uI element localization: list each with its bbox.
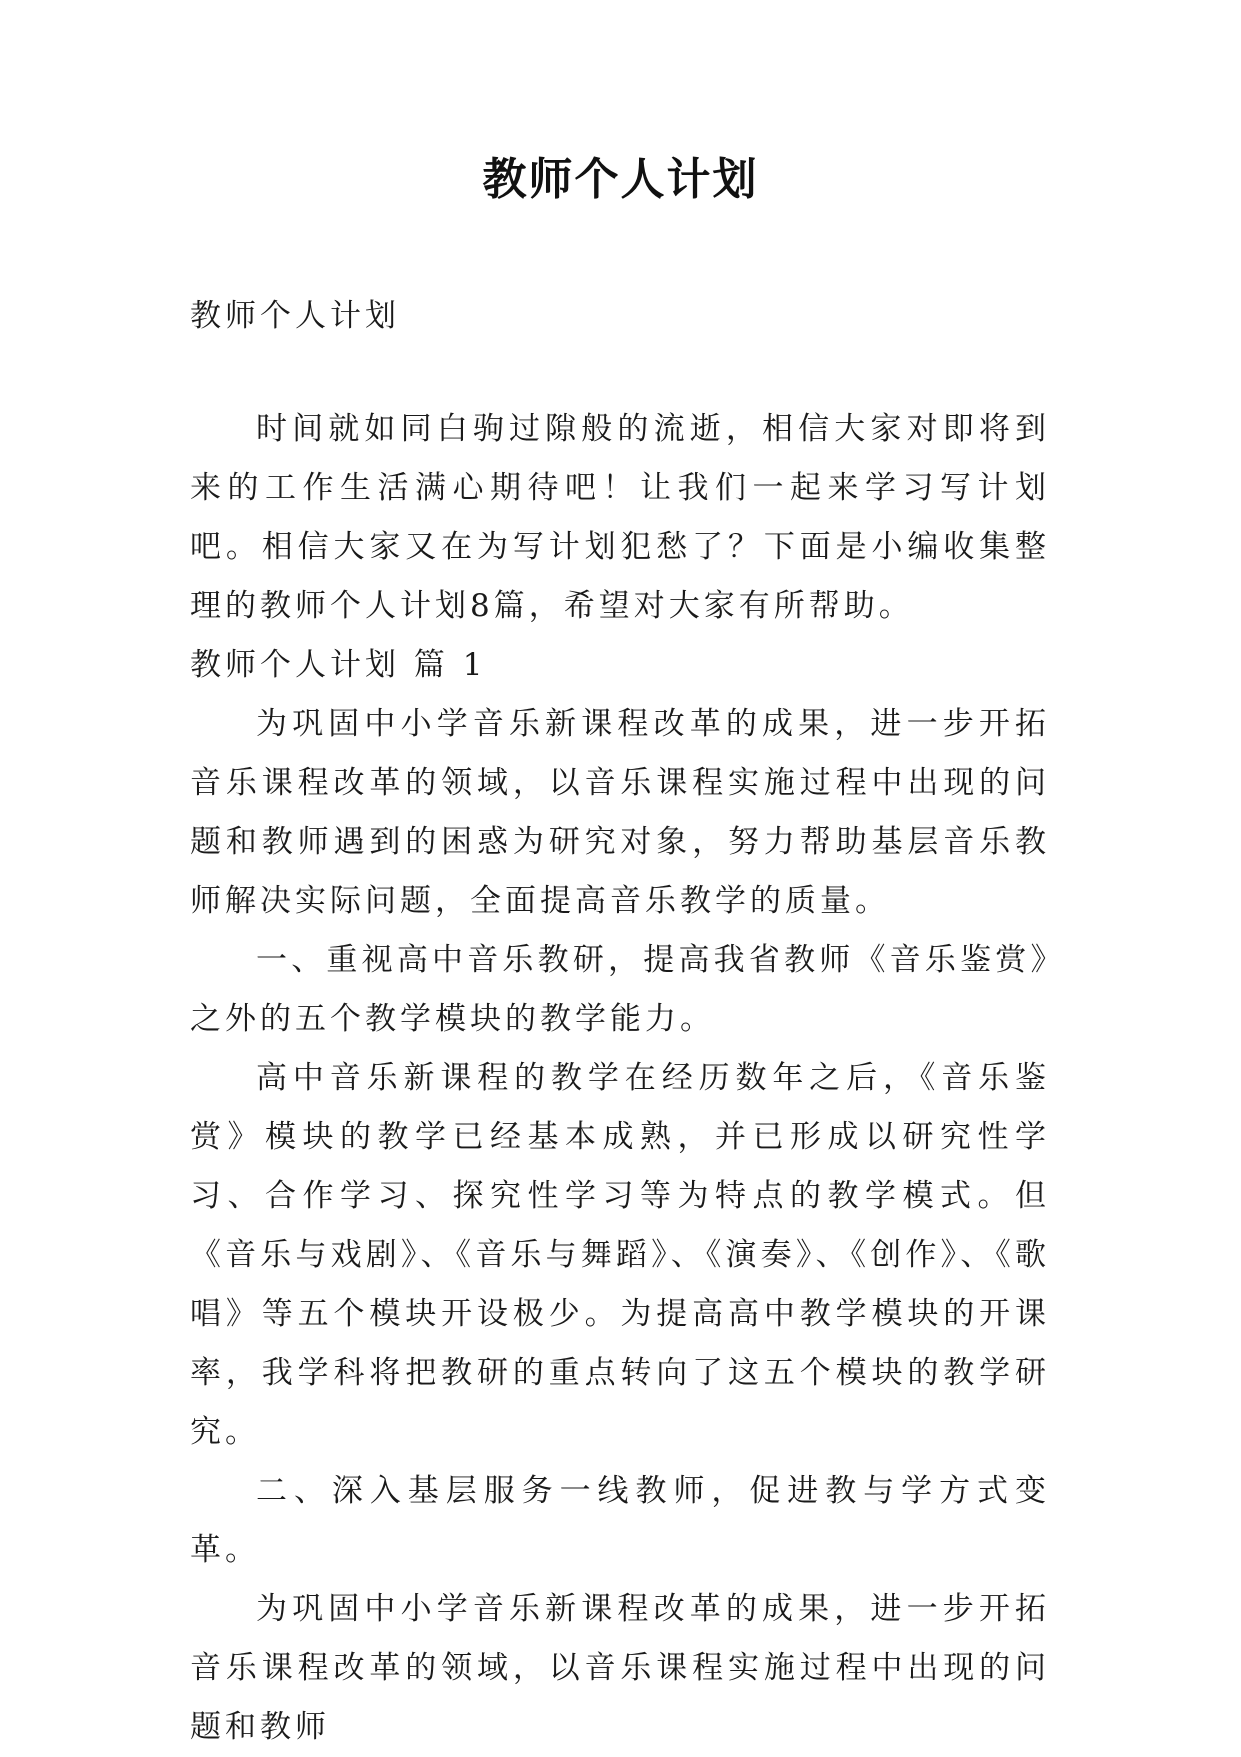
document-body: [190, 287, 1050, 1757]
section-heading: 教师个人计划 篇 1: [190, 647, 487, 683]
document-title: 教师个人计划: [482, 154, 759, 205]
document-subtitle: 教师个人计划: [190, 298, 400, 334]
paragraph: 高中音乐新课程的教学在经历数年之后，《音乐鉴赏》模块的教学已经基本成熟，并已形成以研究性学习、合作学习、探究性学习等为特点的教学模式。但《音乐与戏剧》、《音乐与舞蹈》、《演奏》、《创作》、《歌唱》等五个模块开设极少。为提高高中教学模块的开课率，我学科将把教研的重点转向了这五个模块的教学研究。: [190, 1060, 1050, 1450]
paragraph: 为巩固中小学音乐新课程改革的成果，进一步开拓音乐课程改革的领域，以音乐课程实施过程中出现的问题和教师遇到的困惑为研究对象，努力帮助基层音乐教师解决实际问题，全面提高音乐教学的质量。: [190, 706, 1050, 919]
point-heading-1: 一、重视高中音乐教研，提高我省教师《音乐鉴赏》之外的五个教学模块的教学能力。: [190, 942, 1050, 1037]
intro-paragraph: 时间就如同白驹过隙般的流逝，相信大家对即将到来的工作生活满心期待吧！让我们一起来学习写计划吧。相信大家又在为写计划犯愁了？下面是小编收集整理的教师个人计划8篇，希望对大家有所帮助。: [190, 411, 1050, 624]
point-heading-2: 二、深入基层服务一线教师，促进教与学方式变革。: [190, 1473, 1050, 1568]
paragraph: 为巩固中小学音乐新课程改革的成果，进一步开拓音乐课程改革的领域，以音乐课程实施过程中出现的问题和教师: [190, 1591, 1050, 1745]
